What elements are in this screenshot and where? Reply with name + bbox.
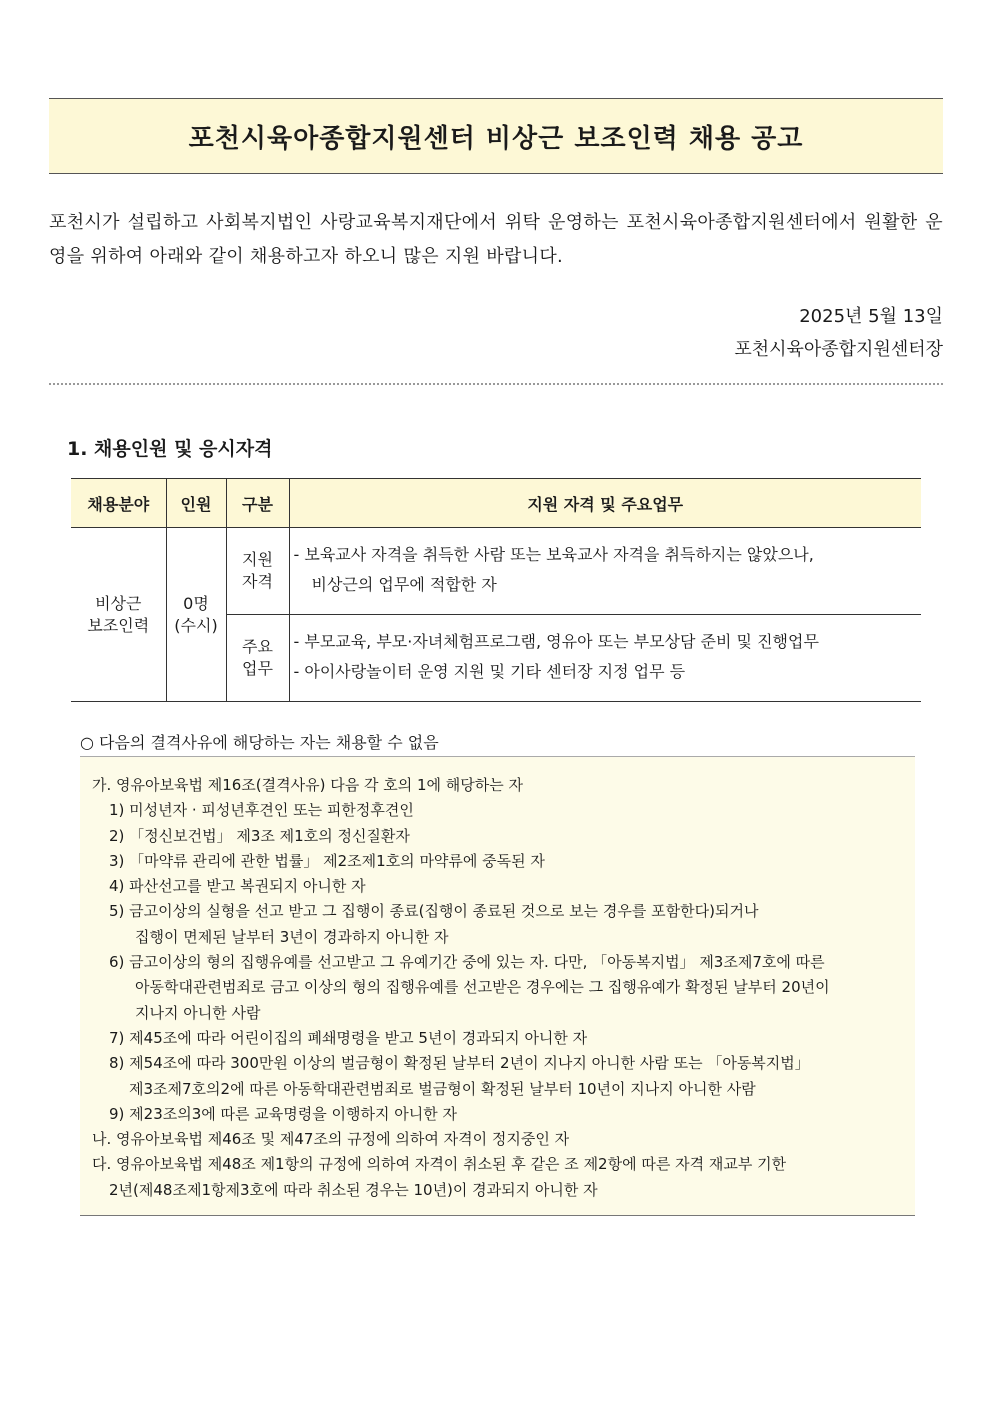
list-item: 3) 「마약류 관리에 관한 법률」 제2조제1호의 마약류에 중독된 자 [109,851,545,870]
type-cell [226,615,289,702]
count-line: (수시) [174,615,218,635]
type-line: 지원 [242,550,273,569]
list-item: 나. 영유아보육법 제46조 및 제47조의 규정에 의하여 자격이 정지중인 자 [92,1130,570,1149]
list-item: 아동학대관련범죄로 금고 이상의 형의 집행유예를 선고받은 경우에는 그 집행유예가 확정된 날부터 20년이 [135,978,830,997]
table-header: 지원 자격 및 주요업무 [289,479,921,528]
qualification-cell [289,528,921,615]
count-cell [166,528,226,702]
type-line: 주요 [242,637,273,656]
qualification-line: - 보육교사 자격을 취득한 사람 또는 보육교사 자격을 취득하지는 않았으나, [293,545,814,564]
disqualification-heading: ○ 다음의 결격사유에 해당하는 자는 채용할 수 없음 [80,733,439,752]
qualification-line: 비상근의 업무에 적합한 자 [311,575,497,594]
duty-cell [289,615,921,702]
list-item: 5) 금고이상의 실형을 선고 받고 그 집행이 종료(집행이 종료된 것으로 보는 경우를 포함한다)되거나 [109,902,759,921]
issuer: 포천시육아종합지원센터장 [734,339,943,360]
list-item: 제3조제7호의2에 따른 아동학대관련범죄로 벌금형이 확정된 날부터 10년이 지나지 아니한 사람 [129,1079,756,1098]
list-item: 다. 영유아보육법 제48조 제1항의 규정에 의하여 자격이 취소된 후 같은 조 제2항에 따른 자격 재교부 기한 [92,1155,787,1174]
table-header: 구분 [226,479,289,528]
type-cell [226,528,289,615]
page-title: 포천시육아종합지원센터 비상근 보조인력 채용 공고 [188,123,804,154]
field-line: 비상근 [95,593,142,613]
table-header-row [71,479,921,528]
duty-line: - 부모교육, 부모·자녀체험프로그램, 영유아 또는 부모상담 준비 및 진행업무 [293,632,819,651]
count-line: 0명 [183,593,209,613]
disqualification-box [80,756,915,1216]
list-item: 4) 파산선고를 받고 복권되지 아니한 자 [109,877,366,896]
recruitment-table [71,478,921,702]
title-banner [49,98,943,174]
list-item: 9) 제23조의3에 따른 교육명령을 이행하지 아니한 자 [109,1104,457,1123]
list-item: 2년(제48조제1항제3호에 따라 취소된 경우는 10년)이 경과되지 아니한 자 [109,1180,598,1199]
list-item: 6) 금고이상의 형의 집행유예를 선고받고 그 유예기간 중에 있는 자. 다만, 「아동복지법」 제3조제7호에 따른 [109,953,825,972]
list-item: 7) 제45조에 따라 어린이집의 폐쇄명령을 받고 5년이 경과되지 아니한 자 [109,1028,588,1047]
section-heading: 1. 채용인원 및 응시자격 [67,438,273,460]
list-item: 가. 영유아보육법 제16조(결격사유) 다음 각 호의 1에 해당하는 자 [92,776,524,794]
table-header: 인원 [166,479,226,528]
duty-line: - 아이사랑놀이터 운영 지원 및 기타 센터장 지정 업무 등 [293,662,686,681]
field-cell [71,528,166,702]
list-item: 1) 미성년자 · 피성년후견인 또는 피한정후견인 [109,801,414,820]
list-item: 2) 「정신보건법」 제3조 제1호의 정신질환자 [109,826,410,845]
table-header: 채용분야 [71,479,166,528]
list-item: 지나지 아니한 사람 [135,1003,261,1022]
table-row [71,528,921,615]
list-item: 8) 제54조에 따라 300만원 이상의 벌금형이 확정된 날부터 2년이 지나지 아니한 사람 또는 「아동복지법」 [109,1054,810,1073]
field-line: 보조인력 [87,615,150,635]
list-item: 집행이 면제된 날부터 3년이 경과하지 아니한 자 [135,927,449,946]
intro-paragraph: 포천시가 설립하고 사회복지법인 사랑교육복지재단에서 위탁 운영하는 포천시육아종합지원센터에서 원활한 운영을 위하여 아래와 같이 채용하고자 하오니 많은 지원 바랍니다. [49,212,943,267]
type-line: 업무 [242,659,273,678]
dotted-divider [49,383,943,385]
type-line: 자격 [242,572,273,591]
announcement-date: 2025년 5월 13일 [799,306,943,327]
